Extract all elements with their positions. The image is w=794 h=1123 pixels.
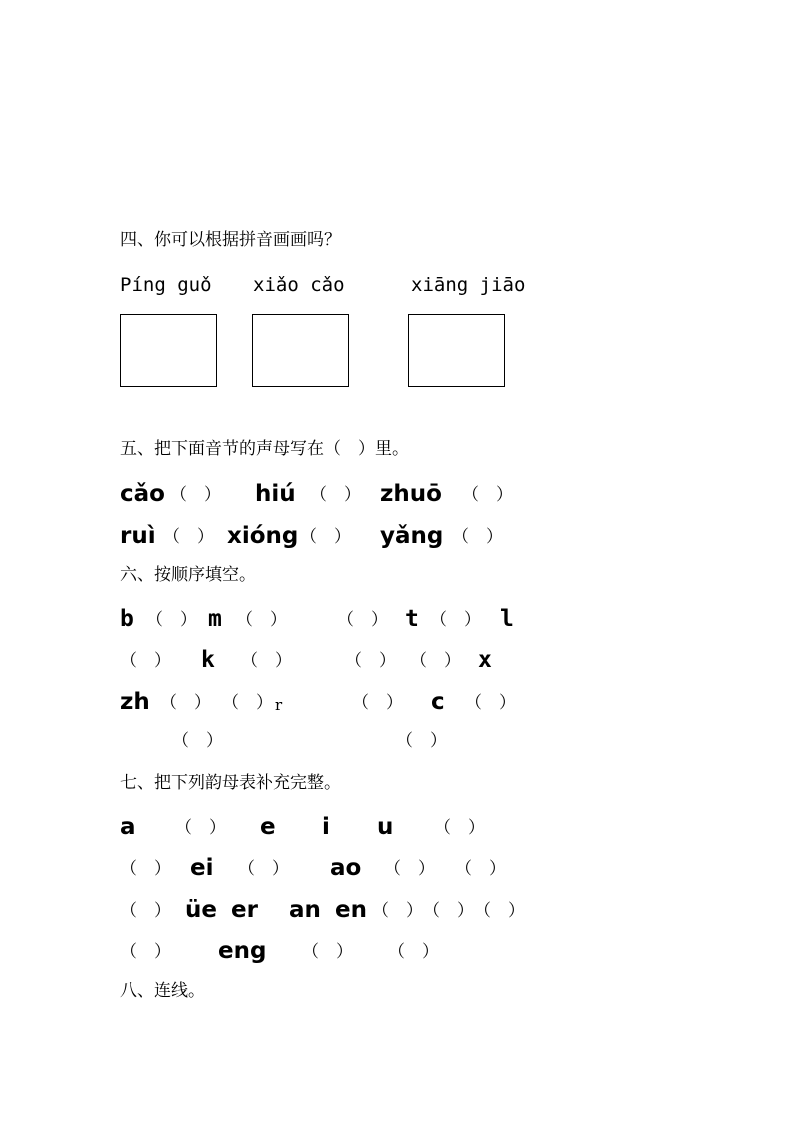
answer-blank[interactable]: （ ） [175,818,226,838]
answer-blank[interactable]: （ ） [222,693,273,713]
syllable: hiú [255,481,296,507]
answer-blank[interactable]: （ ） [430,610,481,630]
initial-letter: b [120,606,134,632]
final-letter: u [377,814,394,840]
answer-blank[interactable]: （ ） [120,942,171,962]
final-letter: ao [330,855,362,881]
answer-blank[interactable]: （ ） [352,693,403,713]
initial-letter: m [208,606,222,632]
answer-blank[interactable]: （ ） [465,693,516,713]
final-letter: ei [190,855,214,881]
answer-blank[interactable]: （ ） [236,610,287,630]
answer-blank[interactable]: （ ） [120,651,171,671]
initial-letter: l [500,606,514,632]
answer-blank[interactable]: （ ） [337,610,388,630]
answer-blank[interactable]: （ ） [146,610,197,630]
final-letter: a [120,814,136,840]
final-letter: er [231,897,258,923]
answer-blank[interactable]: （ ） [160,693,211,713]
final-letter: eng [218,938,267,964]
answer-blank[interactable]: （ ） [120,859,171,879]
initial-letter: r [275,696,283,714]
answer-blank[interactable]: （ ） [163,527,214,547]
initial-letter: x [478,647,492,673]
initial-letter: k [201,647,215,673]
initial-letter: zh [120,689,150,715]
syllable: yǎng [380,523,444,549]
answer-blank[interactable]: （ ） [396,731,447,751]
answer-blank[interactable]: （ ） [172,731,223,751]
answer-blank[interactable]: （ ） [120,901,171,921]
initial-letter: c [431,689,445,715]
final-letter: üe [185,897,217,923]
drawing-box[interactable] [408,314,505,387]
syllable: cǎo [120,481,165,507]
pinyin-word: xiǎo cǎo [253,274,345,296]
section-4-heading: 四、你可以根据拼音画画吗？ [120,230,341,250]
answer-blank[interactable]: （ ） [434,818,485,838]
section-8-heading: 八、连线。 [120,981,205,1001]
section-7-heading: 七、把下列韵母表补充完整。 [120,773,341,793]
answer-blank[interactable]: （ ） [170,485,221,505]
syllable: xióng [227,523,299,549]
answer-blank[interactable]: （ ） [310,485,361,505]
answer-blank[interactable]: （ ） [300,527,351,547]
answer-blank[interactable]: （ ） [388,942,439,962]
answer-blank[interactable]: （ ） [410,651,461,671]
answer-blank[interactable]: （ ） [423,901,474,921]
answer-blank[interactable]: （ ） [462,485,513,505]
section-5-heading: 五、把下面音节的声母写在（ ）里。 [120,439,409,459]
answer-blank[interactable]: （ ） [345,651,396,671]
final-letter: an [289,897,321,923]
final-letter: en [335,897,367,923]
drawing-box[interactable] [120,314,217,387]
final-letter: i [322,814,330,840]
syllable: zhuō [380,481,442,507]
drawing-box[interactable] [252,314,349,387]
answer-blank[interactable]: （ ） [302,942,353,962]
answer-blank[interactable]: （ ） [372,901,423,921]
final-letter: e [260,814,276,840]
syllable: ruì [120,523,156,549]
answer-blank[interactable]: （ ） [238,859,289,879]
pinyin-word: Píng guǒ [120,274,212,296]
answer-blank[interactable]: （ ） [474,901,525,921]
pinyin-word: xiāng jiāo [411,274,526,296]
answer-blank[interactable]: （ ） [452,527,503,547]
answer-blank[interactable]: （ ） [384,859,435,879]
answer-blank[interactable]: （ ） [455,859,506,879]
answer-blank[interactable]: （ ） [241,651,292,671]
initial-letter: t [405,606,419,632]
section-6-heading: 六、按顺序填空。 [120,565,256,585]
